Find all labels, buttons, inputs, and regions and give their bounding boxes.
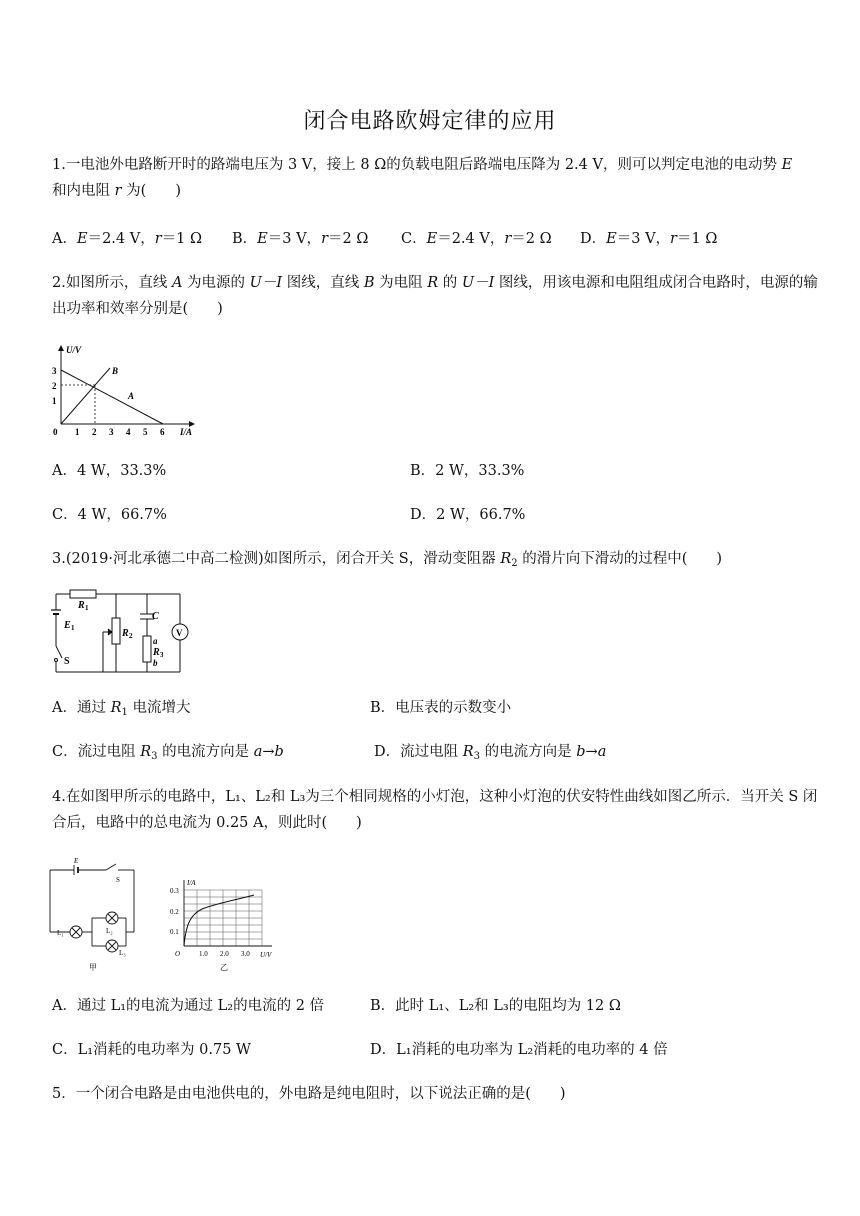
line-a — [61, 370, 163, 424]
q1-option-b[interactable]: B．E＝3 V，r＝2 Ω — [232, 231, 369, 247]
q1-option-a[interactable]: A．E＝2.4 V，r＝1 Ω — [52, 231, 203, 247]
l1-label: L₁ — [57, 929, 64, 937]
q2-option-c[interactable]: C．4 W，66.7% — [52, 507, 167, 523]
a-label: a — [153, 636, 158, 646]
q1-option-c[interactable]: C．E＝2.4 V，r＝2 Ω — [401, 231, 552, 247]
r1-label: R — [78, 600, 85, 611]
rheostat-r2 — [112, 618, 120, 644]
q1-option-d[interactable]: D．E＝3 V，r＝1 Ω — [580, 231, 718, 247]
x-tick: 2.0 — [220, 950, 229, 958]
question-3-stem: 3.(2019·河北承德二中高二检测)如图所示，闭合开关 S，滑动变阻器 $R_2$ 的滑片向下滑动的过程中( ) — [52, 551, 723, 569]
question-4-stem: 4.在如图甲所示的电路中，L₁、L₂和 L₃为三个相同规格的小灯泡，这种小灯泡的伏安特性曲线如图乙所示．当开关 S 闭合后，电路中的总电流为 0.25 A，则此时( ) — [52, 789, 818, 831]
q4-iv-graph-yi — [166, 876, 282, 974]
x-tick: 4 — [126, 427, 131, 437]
caption-jia: 甲 — [89, 963, 97, 972]
s-label: S — [64, 656, 70, 667]
y-tick: 3 — [52, 366, 57, 376]
x-tick: 5 — [143, 427, 148, 437]
l2-label: L₂ — [106, 927, 113, 935]
y-axis-label: U/V — [66, 345, 82, 355]
r3-label: R — [153, 647, 160, 658]
page-title: 闭合电路欧姆定律的应用 — [303, 109, 557, 134]
e-label: E — [74, 857, 79, 865]
s-label: S — [116, 876, 120, 884]
line-b-label: B — [112, 366, 119, 376]
q4-option-c[interactable]: C．L₁消耗的电功率为 0.75 W — [52, 1042, 251, 1058]
q3-option-c[interactable]: C．流过电阻 $R_3$ 的电流方向是 a→b — [52, 744, 284, 762]
line-a-label: A — [128, 391, 135, 401]
r2-label: R — [122, 628, 129, 639]
q3-circuit — [48, 586, 193, 678]
resistor-r1 — [70, 590, 96, 598]
q4-circuit-jia — [44, 856, 144, 976]
x-tick: 6 — [160, 427, 165, 437]
resistor-r3 — [143, 636, 151, 662]
q2-option-d[interactable]: D．2 W，66.7% — [410, 507, 526, 523]
x-axis-label: I/A — [180, 427, 193, 437]
e1-sub: 1 — [71, 624, 75, 632]
q2-option-a[interactable]: A．4 W，33.3% — [52, 463, 167, 479]
y-axis-label: I/A — [187, 879, 196, 887]
b-label: b — [153, 658, 158, 668]
q4-option-a[interactable]: A．通过 L₁的电流为通过 L₂的电流的 2 倍 — [52, 998, 325, 1014]
r1-sub: 1 — [85, 604, 89, 612]
r2-sub: 2 — [129, 632, 133, 640]
q2-option-b[interactable]: B．2 W，33.3% — [410, 463, 525, 479]
c-label: C — [152, 611, 159, 622]
q3-option-d[interactable]: D．流过电阻 $R_3$ 的电流方向是 b→a — [374, 744, 607, 762]
question-2-stem: 2.如图所示，直线 A 为电源的 U－I 图线，直线 B 为电阻 R 的 U－I 图线，用该电源和电阻组成闭合电路时，电源的输出功率和效率分别是( ) — [52, 275, 818, 317]
x-tick: 2 — [92, 427, 97, 437]
q4-option-d[interactable]: D．L₁消耗的电功率为 L₂消耗的电功率的 4 倍 — [370, 1042, 668, 1058]
e1-label: E — [64, 620, 71, 631]
origin-label: 0 — [53, 427, 58, 437]
line-b — [61, 368, 110, 424]
v-label: V — [176, 628, 183, 638]
y-tick: 2 — [52, 381, 57, 391]
iv-curve — [184, 895, 254, 946]
q3-option-b[interactable]: B．电压表的示数变小 — [370, 700, 512, 716]
switch-s — [56, 646, 62, 658]
question-1-stem: 1.一电池外电路断开时的路端电压为 3 V，接上 8 Ω的负载电阻后路端电压降为 2.4 V，则可以判定电池的电动势 E 和内电阻 r 为( ) — [52, 157, 793, 199]
x-tick: 1 — [75, 427, 80, 437]
y-tick: 0.3 — [170, 887, 179, 895]
question-5-stem: 5．一个闭合电路是由电池供电的，外电路是纯电阻时，以下说法正确的是( ) — [52, 1086, 566, 1102]
grid — [184, 890, 262, 946]
l3-label: L₃ — [119, 949, 126, 957]
x-axis-label: U/V — [260, 951, 272, 959]
x-tick: 3.0 — [241, 950, 250, 958]
origin-label: O — [175, 950, 181, 958]
q2-ui-graph — [44, 340, 204, 438]
x-tick: 1.0 — [199, 950, 208, 958]
x-tick: 3 — [109, 427, 114, 437]
caption-yi: 乙 — [220, 963, 228, 972]
y-tick: 0.1 — [170, 928, 179, 936]
r3-sub: 3 — [160, 651, 164, 659]
y-tick: 1 — [52, 396, 57, 406]
y-tick: 0.2 — [170, 908, 179, 916]
q4-option-b[interactable]: B．此时 L₁、L₂和 L₃的电阻均为 12 Ω — [370, 998, 621, 1014]
switch-s — [106, 864, 116, 870]
q3-option-a[interactable]: A．通过 $R_1$ 电流增大 — [52, 700, 191, 718]
